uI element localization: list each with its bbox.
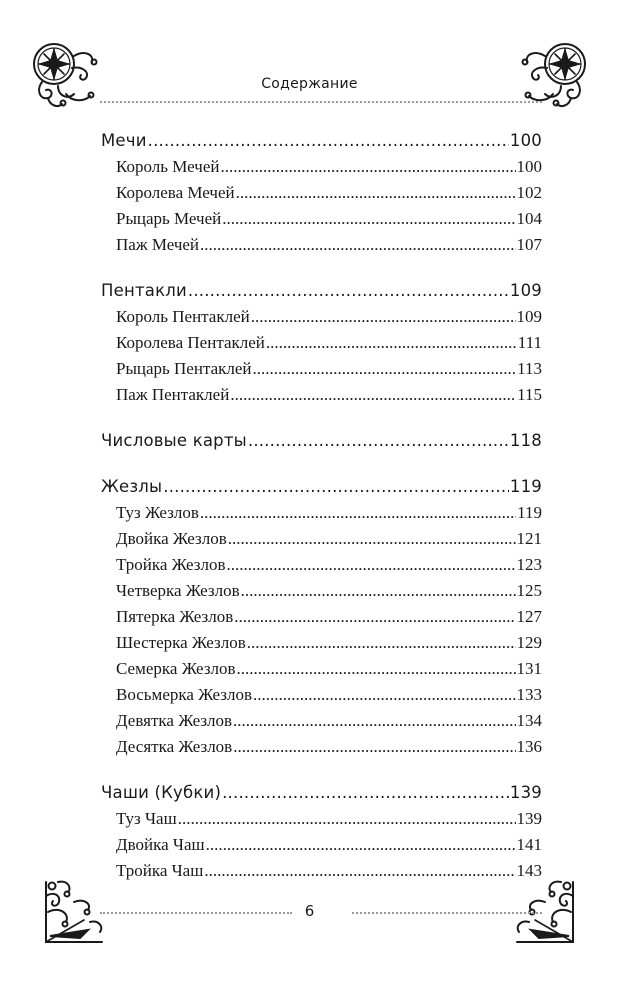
table-of-contents — [101, 128, 542, 884]
toc-entry-page-number: 123 — [516, 555, 542, 574]
toc-section-label: Жезлы — [101, 477, 163, 496]
toc-entry-page-number: 102 — [516, 183, 542, 202]
toc-entry-label: Тройка Жезлов — [116, 555, 226, 574]
toc-section-page-number: 100 — [509, 131, 542, 150]
toc-entry-row — [101, 382, 542, 408]
dot-leader — [204, 858, 515, 884]
toc-entry-page-number: 143 — [516, 861, 542, 880]
toc-section-label: Мечи — [101, 131, 147, 150]
toc-entry-page-number: 107 — [516, 235, 542, 254]
toc-entry-label: Двойка Жезлов — [116, 529, 227, 548]
dot-leader — [178, 806, 516, 832]
toc-entry-row — [101, 630, 542, 656]
toc-entry-row — [101, 578, 542, 604]
toc-section-label: Числовые карты — [101, 431, 247, 450]
toc-section-row — [101, 128, 542, 154]
toc-entry-row — [101, 682, 542, 708]
dot-leader — [233, 734, 515, 760]
toc-entry-page-number: 133 — [516, 685, 542, 704]
dot-leader — [233, 708, 515, 734]
footer-dotted-rule-right — [352, 912, 542, 914]
toc-section-label: Чаши (Кубки) — [101, 783, 222, 802]
toc-entry-row — [101, 356, 542, 382]
toc-entry-label: Шестерка Жезлов — [116, 633, 246, 652]
dot-leader — [253, 682, 515, 708]
toc-entry-label: Рыцарь Мечей — [116, 209, 222, 228]
toc-entry-row — [101, 330, 542, 356]
toc-entry-page-number: 125 — [516, 581, 542, 600]
toc-entry-label: Туз Чаш — [116, 809, 177, 828]
toc-entry-row — [101, 304, 542, 330]
toc-section-page-number: 109 — [509, 281, 542, 300]
toc-entry-label: Восьмерка Жезлов — [116, 685, 253, 704]
toc-entry-row — [101, 526, 542, 552]
toc-section-row — [101, 428, 542, 454]
dot-leader — [188, 278, 509, 304]
dot-leader — [230, 382, 516, 408]
page-title: Содержание — [261, 76, 358, 92]
toc-entry-page-number: 113 — [517, 359, 542, 378]
dot-leader — [266, 330, 517, 356]
toc-entry-label: Тройка Чаш — [116, 861, 204, 880]
dot-leader — [236, 180, 516, 206]
toc-entry-row — [101, 206, 542, 232]
toc-entry-label: Пятерка Жезлов — [116, 607, 234, 626]
toc-entry-page-number: 100 — [516, 157, 542, 176]
dot-leader — [237, 656, 516, 682]
dot-leader — [222, 206, 515, 232]
toc-section-page-number: 119 — [509, 477, 542, 496]
toc-entry-page-number: 109 — [516, 307, 542, 326]
toc-section-row — [101, 474, 542, 500]
toc-entry-row — [101, 858, 542, 884]
toc-entry-row — [101, 604, 542, 630]
page-number: 6 — [304, 902, 315, 920]
toc-entry-page-number: 141 — [516, 835, 542, 854]
dot-leader — [248, 428, 509, 454]
toc-entry-row — [101, 154, 542, 180]
toc-entry-row — [101, 500, 542, 526]
toc-section-row — [101, 780, 542, 806]
toc-entry-page-number: 111 — [517, 333, 542, 352]
toc-entry-label: Рыцарь Пентаклей — [116, 359, 252, 378]
toc-entry-row — [101, 708, 542, 734]
toc-entry-label: Королева Пентаклей — [116, 333, 265, 352]
toc-entry-label: Туз Жезлов — [116, 503, 199, 522]
toc-entry-page-number: 136 — [516, 737, 542, 756]
dot-leader — [251, 304, 516, 330]
toc-entry-page-number: 129 — [516, 633, 542, 652]
toc-section-row — [101, 278, 542, 304]
dot-leader — [206, 832, 516, 858]
dot-leader — [234, 604, 515, 630]
toc-section-page-number: 139 — [509, 783, 542, 802]
toc-entry-label: Девятка Жезлов — [116, 711, 233, 730]
toc-entry-label: Паж Пентаклей — [116, 385, 230, 404]
toc-entry-label: Двойка Чаш — [116, 835, 205, 854]
toc-entry-page-number: 115 — [517, 385, 542, 404]
dot-leader — [247, 630, 516, 656]
toc-section-label: Пентакли — [101, 281, 187, 300]
toc-entry-row — [101, 180, 542, 206]
toc-entry-row — [101, 552, 542, 578]
toc-entry-page-number: 119 — [517, 503, 542, 522]
toc-entry-page-number: 121 — [516, 529, 542, 548]
toc-entry-label: Король Пентаклей — [116, 307, 250, 326]
toc-entry-label: Королева Мечей — [116, 183, 235, 202]
toc-entry-row — [101, 832, 542, 858]
toc-entry-row — [101, 232, 542, 258]
dot-leader — [222, 780, 509, 806]
toc-entry-row — [101, 734, 542, 760]
toc-entry-row — [101, 656, 542, 682]
dot-leader — [241, 578, 516, 604]
toc-entry-label: Паж Мечей — [116, 235, 200, 254]
toc-entry-page-number: 131 — [516, 659, 542, 678]
dot-leader — [228, 526, 516, 552]
header-dotted-rule — [100, 101, 542, 103]
toc-entry-page-number: 134 — [516, 711, 542, 730]
toc-entry-label: Король Мечей — [116, 157, 220, 176]
toc-entry-label: Семерка Жезлов — [116, 659, 236, 678]
toc-entry-page-number: 127 — [516, 607, 542, 626]
dot-leader — [226, 552, 515, 578]
dot-leader — [148, 128, 509, 154]
dot-leader — [200, 232, 515, 258]
toc-entry-label: Четверка Жезлов — [116, 581, 240, 600]
toc-entry-page-number: 104 — [516, 209, 542, 228]
toc-entry-page-number: 139 — [516, 809, 542, 828]
dot-leader — [200, 500, 516, 526]
dot-leader — [253, 356, 517, 382]
toc-entry-label: Десятка Жезлов — [116, 737, 233, 756]
toc-section-page-number: 118 — [509, 431, 542, 450]
dot-leader — [163, 474, 509, 500]
dot-leader — [220, 154, 515, 180]
toc-entry-row — [101, 806, 542, 832]
